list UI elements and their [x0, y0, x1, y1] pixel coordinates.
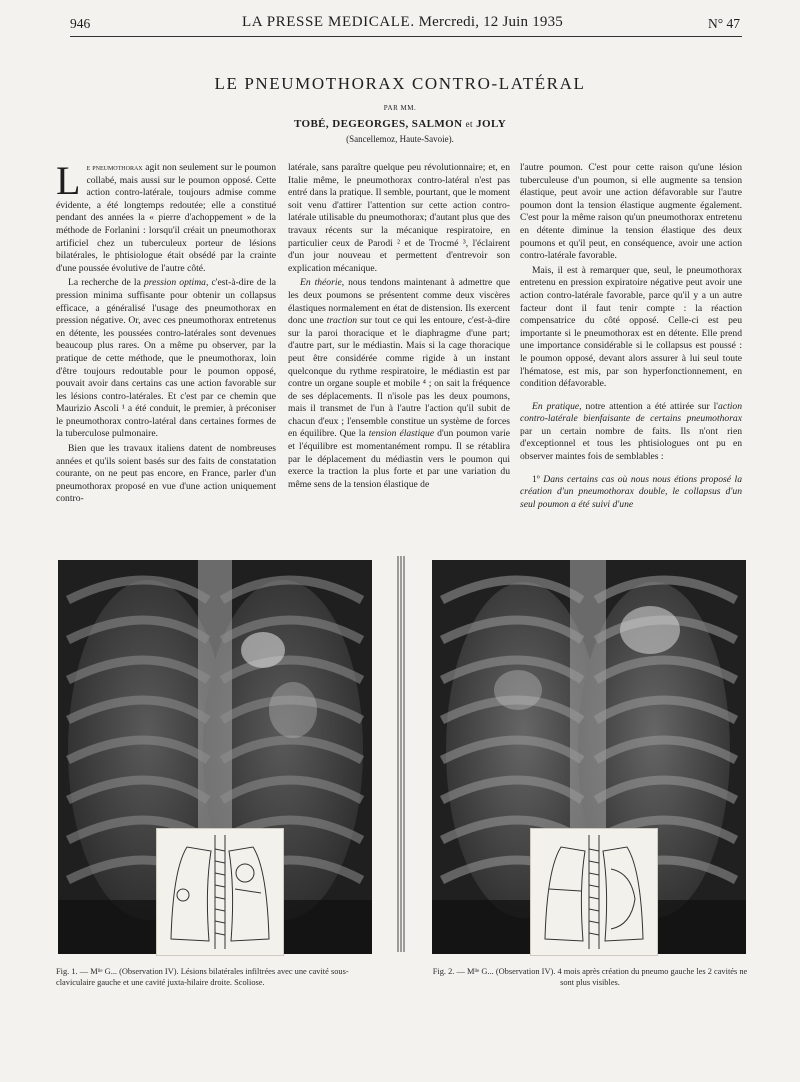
article-authors — [60, 118, 740, 130]
diagram-inset-1 — [156, 828, 284, 956]
emphasis: pression optima — [143, 277, 206, 289]
spacer — [520, 464, 742, 474]
running-header — [70, 14, 740, 36]
page-number: 946 — [70, 16, 91, 31]
paragraph — [288, 277, 510, 491]
figure-separator — [396, 556, 406, 952]
author-affiliation: (Sancellemoz, Haute-Savoie). — [346, 134, 454, 144]
diagram-inset-2 — [530, 828, 658, 956]
figure-2-radiograph — [432, 560, 746, 954]
small-caps-lead: e pneumothorax — [86, 163, 143, 172]
paragraph — [520, 401, 742, 464]
text-column-2 — [288, 162, 510, 491]
paragraph-text: agit non seulement sur le poumon collabé, mais aussi sur le poumon opposé. Cette action contro-latérale, toujours admise comme évidente, a été longtemps redoutée; elle a constitué pendant des années la « pierre d'achoppement » de la méthode de Forlanini : lorsqu'il créait un pneumothorax artificiel chez un tuberculeux porteur de lésions bilatérales, le phtisiologue était obsédé par la crainte d'une poussée évolutive de l'autre côté. — [56, 162, 276, 274]
figure-2-caption: Fig. 2. — Mˡˡᵉ G... (Observation IV). 4 mois après création du pneumo gauche les 2 cavités ne sont plus visibles. — [432, 967, 748, 987]
paragraph-text: , nous tendons maintenant à admettre que les deux poumons se présentent comme deux viscères élastiques normalement en état de distension. Ils exercent donc une — [288, 277, 510, 327]
text-column-1 — [56, 158, 276, 506]
lung-diagram-2 — [531, 829, 657, 955]
header-rule — [70, 36, 742, 37]
paragraph-text: , notre attention a été attirée sur l' — [579, 400, 719, 412]
authors-conjunction: et — [465, 119, 473, 129]
emphasis: traction — [326, 315, 358, 327]
emphasis: En théorie — [300, 277, 342, 289]
figure-1-caption: Fig. 1. — Mˡˡᵉ G... (Observation IV). Lésions bilatérales infiltrées avec une cavité sous-claviculaire gauche et une cavité juxta-hilaire droite. Scoliose. — [56, 967, 349, 987]
paragraph — [56, 277, 276, 441]
issue-number: N° 47 — [707, 16, 740, 31]
emphasis: action contro-latérale bienfaisante de certains pneumothorax — [520, 400, 742, 425]
emphasis: En pratique — [532, 400, 580, 412]
paragraph: l'autre poumon. C'est pour cette raison qu'une lésion tuberculeuse d'un poumon, si elle augmente sa tension élastique, peut avoir une action défavorable sur l'autre poumon dont la tension élastique augmente également. C'est pour la même raison qu'un pneumothorax entretenu en détente diminue la tension élastique des deux poumons et qu'il peut, en conséquence, avoir une action contro-latérale favorable. — [520, 162, 742, 262]
paragraph-text: La recherche de la — [68, 277, 144, 289]
lung-diagram-1 — [157, 829, 283, 955]
text-column-3 — [520, 162, 742, 511]
paragraph-text: 1º — [532, 473, 544, 485]
emphasis: tension élastique — [368, 428, 435, 440]
journal-name: LA PRESSE MEDICALE. — [242, 14, 415, 30]
paragraph — [56, 158, 276, 275]
paragraph: Mais, il est à remarquer que, seul, le pneumothorax entretenu en pression expiratoire négative peut avoir une action contro-latérale favorable, parce qu'il y a un autre facteur dont il faut tenir compte : la réaction compensatrice du côté opposé. Celle-ci est peu importante si le pneumothorax est en détente. Elle prend une importance considérable si le collapsus est poussé : le poumon opposé, devant alors assurer à lui seul toute l'hématose, est mis, par son hyperfonctionnement, en condition défavorable. — [520, 264, 742, 390]
paragraph-text: par un certain nombre de faits. Ils n'ont rien d'exceptionnel et tous les phtisiologues ont pu en observer maintes fois de semblables : — [520, 425, 742, 463]
article-title: LE PNEUMOTHORAX CONTRO-LATÉRAL — [214, 74, 586, 93]
drop-cap: L — [56, 158, 81, 203]
paragraph-text: d'un poumon varie et l'équilibre est momentanément rompu. Il se rétablira par le déplacement du médiastin vers le poumon qui exerce la traction la plus forte et par une variation du même sens de la tension élastique de — [288, 428, 510, 490]
authors-last: JOLY — [476, 118, 507, 130]
paragraph-text: sur tout ce qui les entoure, c'est-à-dire sur la paroi thoracique et le diaphragme d'une part; d'autre part, sur le médiastin. Mais si la cage thoracique peut être considérée comme rigide à un instant quelconque du rythme respiratoire, le médiastin est par contre un organe souple et mobile ⁴ ; on sait la fréquence de ses déplacements. Il n'isole pas les deux poumons, mais il transmet de l'un à l'autre l'action qu'il subit de chacun d'eux ; l'ensemble constitue un système de forces en équilibre. Que la — [288, 315, 510, 440]
issue-date: Mercredi, 12 Juin 1935 — [418, 14, 563, 30]
emphasis: Dans certains cas où nous nous étions proposé la création d'un pneumothorax double, le collapsus d'un seul poumon a été suivi d'une — [520, 473, 743, 510]
figure-1-radiograph — [58, 560, 372, 954]
paragraph: Bien que les travaux italiens datent de nombreuses années et qu'ils soient basés sur des faits de constatation courante, on ne peut pas encore, en France, parler d'un pneumothorax proposé en vue d'une action uniquement contro- — [56, 443, 276, 505]
spacer — [520, 391, 742, 401]
paragraph-text: , c'est-à-dire de la pression minima suffisante pour obtenir un collapsus efficace, a généralisé l'usage des pneumothorax en pression négative. Or, avec ces pneumothorax entretenus en détente, les poussées contro-latérales sont devenues beaucoup plus rares. On a même pu observer, par la pratique de cette méthode, que le pneumothorax, loin d'être toujours redoutable pour le poumon opposé, pouvait avoir dans certains cas une action favorable sur les lésions contro-latérales. Et c'est par ce chemin que Maurizio Ascoli ¹ a été conduit, le premier, à préconiser le pneumothorax contro-latéral dans certaines formes de la tuberculose pulmonaire. — [56, 277, 276, 440]
journal-line — [242, 14, 563, 31]
byline-par: PAR MM. — [383, 104, 417, 112]
authors-names: TOBÉ, DEGEORGES, SALMON — [293, 118, 463, 130]
paragraph: latérale, sans paraître quelque peu révolutionnaire; et, en Italie même, le pneumothorax contro-latéral n'est pas entré dans la pratique. Il semble, pourtant, que le moment soit venu d'attirer l'attention sur cette action contro-latérale utilisable du pneumothorax; d'autant plus que des travaux récents sur la mécanique respiratoire, en particulier ceux de Parodi ² et de Trocmé ³, l'éclairent d'un jour nouveau et permettent d'entrevoir son explication mécanique. — [288, 162, 510, 274]
paragraph — [520, 474, 742, 512]
